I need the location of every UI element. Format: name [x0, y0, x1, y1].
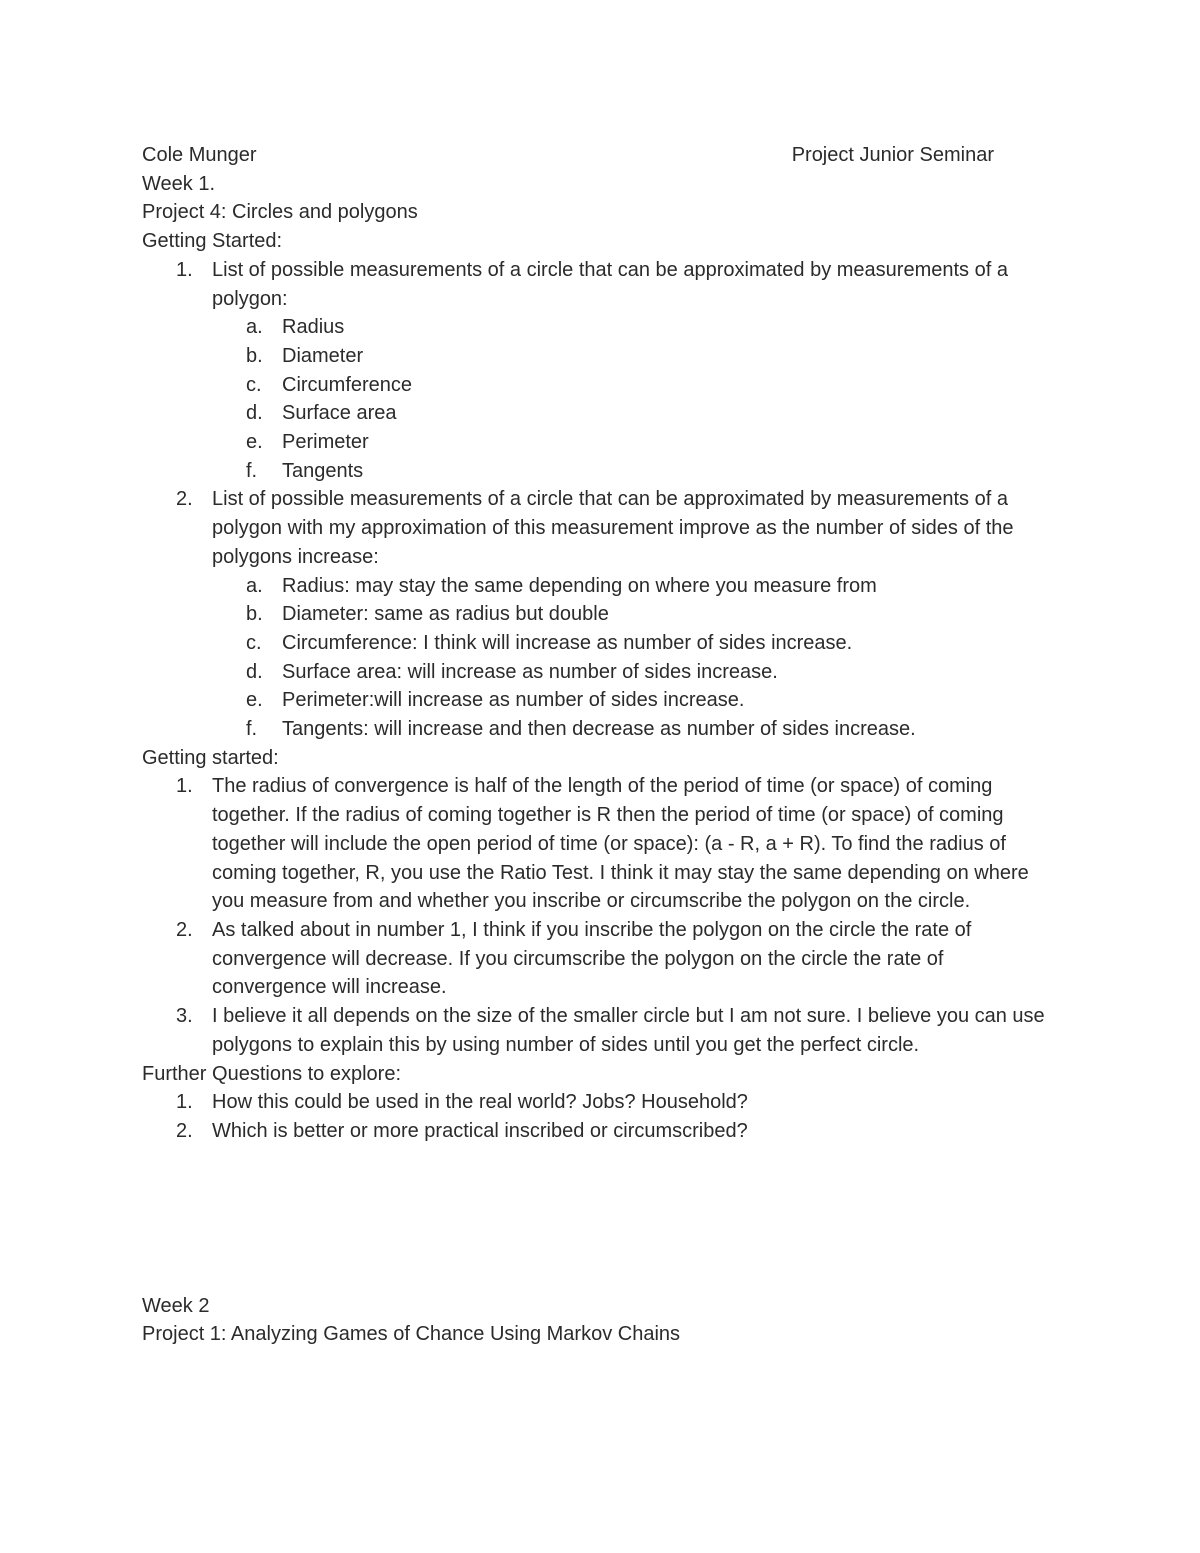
sublist-item-text: Perimeter — [282, 431, 369, 454]
list-item-text: I believe it all depends on the size of the smaller circle but I am not sure. I believe you can use polygons to explain this by using number of sides until you get the perfect circle. — [212, 1005, 1045, 1056]
list-item-text: List of possible measurements of a circle that can be approximated by measurements of a polygon with my approximation of this measurement improve as the number of sides of the polygons increase: — [212, 488, 1014, 568]
sublist-item — [142, 572, 1062, 601]
sublist-item-text: Circumference: I think will increase as number of sides increase. — [282, 631, 853, 654]
sublist-marker: d. — [246, 660, 263, 683]
sublist-item — [142, 715, 1062, 744]
sublist-item — [142, 629, 1062, 658]
list-item-text: The radius of convergence is half of the length of the period of time (or space) of coming together. If the radius of coming together is R then the period of time (or space) of coming together will include the open period of time (or space): (a - R, a + R). To find the radius of coming together, R, you use the Ratio Test. I think it may stay the same depending on where you measure from and whether you inscribe or circumscribe the polygon on the circle. — [212, 775, 1029, 913]
sublist-item-text: Surface area: will increase as number of sides increase. — [282, 660, 778, 683]
list-item — [142, 1002, 1062, 1059]
section2-list — [142, 772, 1062, 1059]
sublist-item-text: Circumference — [282, 373, 413, 396]
week1-project-title: Project 4: Circles and polygons — [142, 201, 418, 224]
section1-list-continued — [142, 485, 1062, 571]
sublist-marker: c. — [246, 631, 262, 654]
list-marker: 2. — [176, 488, 193, 511]
document-header — [142, 141, 1062, 170]
section3-list — [142, 1088, 1062, 1145]
sublist-item — [142, 457, 1062, 486]
section1-item2-sublist — [142, 572, 1062, 744]
author-name: Cole Munger — [142, 144, 257, 166]
section2-heading: Getting started: — [142, 746, 279, 769]
sublist-marker: f. — [246, 459, 258, 482]
sublist-item — [142, 313, 1062, 342]
blank-space — [142, 1146, 1062, 1292]
sublist-item-text: Diameter: same as radius but double — [282, 603, 609, 626]
course-title: Project Junior Seminar — [791, 144, 994, 166]
list-marker: 1. — [176, 258, 193, 281]
sublist-item — [142, 399, 1062, 428]
list-item — [142, 256, 1062, 313]
sublist-item — [142, 371, 1062, 400]
list-item — [142, 1088, 1062, 1117]
sublist-marker: e. — [246, 431, 263, 454]
sublist-item-text: Diameter — [282, 344, 364, 367]
list-item — [142, 772, 1062, 916]
list-item-text: List of possible measurements of a circle that can be approximated by measurements of a polygon: — [212, 258, 1008, 310]
list-item — [142, 485, 1062, 571]
list-item — [142, 1117, 1062, 1146]
sublist-item-text: Tangents: will increase and then decrease as number of sides increase. — [282, 718, 916, 741]
sublist-marker: a. — [246, 574, 263, 597]
sublist-marker: a. — [246, 316, 263, 339]
week2-title: Week 2 — [142, 1294, 210, 1317]
sublist-item-text: Radius: may stay the same depending on where you measure from — [282, 574, 877, 597]
sublist-item — [142, 428, 1062, 457]
sublist-marker: b. — [246, 344, 263, 367]
list-marker: 2. — [176, 1119, 193, 1142]
sublist-item — [142, 686, 1062, 715]
week1-title: Week 1. — [142, 172, 215, 195]
list-marker: 1. — [176, 775, 193, 798]
section3-heading: Further Questions to explore: — [142, 1062, 402, 1085]
sublist-marker: d. — [246, 402, 263, 425]
section1-heading: Getting Started: — [142, 230, 283, 253]
list-item — [142, 916, 1062, 1002]
sublist-marker: f. — [246, 718, 258, 741]
sublist-item — [142, 342, 1062, 371]
sublist-marker: b. — [246, 603, 263, 626]
list-item-text: As talked about in number 1, I think if you inscribe the polygon on the circle the rate of convergence will decrease. If you circumscribe the polygon on the circle the rate of convergence will increase. — [212, 918, 972, 999]
list-item-text: Which is better or more practical inscribed or circumscribed? — [212, 1119, 748, 1142]
section1-item1-sublist — [142, 313, 1062, 485]
sublist-marker: c. — [246, 373, 262, 396]
sublist-item — [142, 600, 1062, 629]
sublist-item-text: Radius — [282, 316, 345, 339]
sublist-item-text: Tangents — [282, 459, 364, 482]
sublist-item — [142, 658, 1062, 687]
list-item-text: How this could be used in the real world? Jobs? Household? — [212, 1091, 748, 1114]
list-marker: 3. — [176, 1005, 193, 1028]
list-marker: 1. — [176, 1091, 193, 1114]
sublist-item-text: Perimeter:will increase as number of sides increase. — [282, 689, 745, 712]
list-marker: 2. — [176, 918, 193, 941]
sublist-item-text: Surface area — [282, 402, 397, 425]
section1-list — [142, 256, 1062, 313]
document-body — [142, 141, 1062, 1349]
sublist-marker: e. — [246, 689, 263, 712]
week2-project-title: Project 1: Analyzing Games of Chance Using Markov Chains — [142, 1323, 681, 1346]
